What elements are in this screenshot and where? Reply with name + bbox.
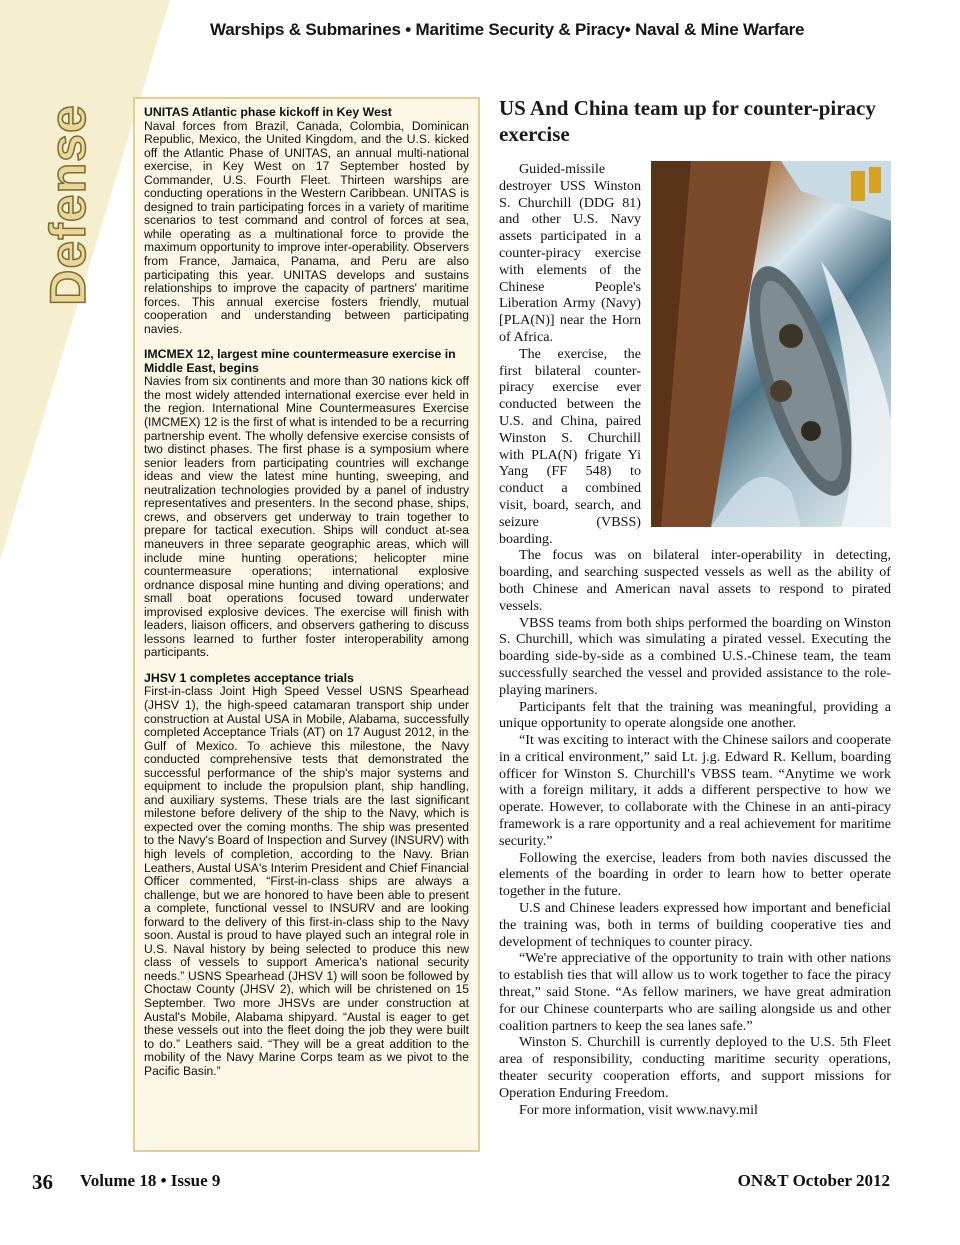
sidebar-item-body: Naval forces from Brazil, Canada, Colombia, Dominican Republic, Mexico, the United Kingdom, and the U.S. kicked off the Atlantic Phase of UNITAS, an annual multi-national exercise, in Key West on 17 September hosted by Commander, U.S. Fourth Fleet. Thirteen warships are conducting operations in the Western Caribbean. UNITAS is designed to train participating forces in a variety of maritime scenarios to test command and control of forces at sea, while operating as a multinational force to provide the maximum opportunity to improve inter-operability. Observers from France, Jamaica, Panama, and Peru are also participating this year. UNITAS develops and sustains relationships to improve the capacity of partners' maritime forces. This annual exercise fosters friendly, mutual cooperation and understanding between participating navies. xyxy=(144,118,469,336)
sidebar-item-title: JHSV 1 completes acceptance trials xyxy=(144,670,354,685)
article-photo xyxy=(651,161,891,527)
sidebar-item-body: Navies from six continents and more than 30 nations kick off the most widely attended international exercise ever held in the region. International Mine Countermeasures Exercise (IMCMEX) 12 is the first of what is intended to be a recurring partnership event. The wholly defensive exercise consists of two distinct phases. The first phase is a symposium where senior leaders from participating countries will exchange ideas and view the latest mine hunting, sweeping, and neutralization technologies provided by a panel of industry representatives and presenters. In the second phase, ships, crews, and observers get underway to train together to prepare for tactical execution. Ships will conduct at-sea maneuvers in three separate geographic areas, which will include mine hunting operations; helicopter mine countermeasure operations; international explosive ordnance disposal mine hunting and diving operations; and small boat operations focused toward underwater improvised explosive devices. The exercise will finish with leaders, liaison officers, and observers gathering to discuss lessons learned to further foster interoperability among participants. xyxy=(144,374,469,660)
main-article xyxy=(499,95,891,1118)
article-paragraph: “It was exciting to interact with the Chinese sailors and cooperate in a critical environment,” said Lt. j.g. Edward R. Kellum, boarding officer for Winston S. Churchill's VBSS team. “Anytime we work with a foreign military, it adds a different perspective to how we operate. However, to collaborate with the Chinese in an anti-piracy framework is a rare opportunity and a real achievement for maritime security.” xyxy=(499,732,891,849)
sidebar-item-body: First-in-class Joint High Speed Vessel USNS Spearhead (JHSV 1), the high-speed catamaran transport ship under construction at Austal USA in Mobile, Alabama, successfully completed Acceptance Trials (AT) on 17 August 2012, in the Gulf of Mexico. To achieve this milestone, the Navy conducted comprehensive tests that demonstrated the successful performance of the ship's major systems and equipment to include the propulsion plant, ship handling, and auxiliary systems. These trials are the last significant milestone before delivery of the ship to the Navy, which is expected over the coming months. The ship was presented to the Navy's Board of Inspection and Survey (INSURV) with high levels of completion, according to the Navy. Brian Leathers, Austal USA's Interim President and Chief Financial Officer commented, “First-in-class ships are always a challenge, but we are honored to have been able to present a complete, functional vessel to INSURV and are looking forward to the delivery of this first-in-class ship to the Navy soon. Austal is proud to have played such an integral role in U.S. Naval history by being selected to produce this new class of vessels to support America's national security needs.” USNS Spearhead (JHSV 1) will soon be followed by Choctaw County (JHSV 2), which will be christened on 15 September. Two more JHSVs are under construction at Austal's Mobile, Alabama shipyard. “Austal is eager to get these vessels out into the fleet doing the job they were built to do.” Leathers said. “They will be a great addition to the mobility of the Navy Marine Corps team as we pivot to the Pacific Basin.” xyxy=(144,684,469,1078)
vbss-boat-photo-illustration xyxy=(651,161,891,527)
category-header: Warships & Submarines • Maritime Security & Piracy• Naval & Mine Warfare xyxy=(210,20,805,39)
publication-date: ON&T October 2012 xyxy=(737,1171,890,1190)
sidebar-item-title: UNITAS Atlantic phase kickoff in Key West xyxy=(144,105,392,119)
sidebar-item-title: IMCMEX 12, largest mine countermeasure exercise in Middle East, begins xyxy=(144,347,456,375)
section-label-text: Defense xyxy=(40,104,96,306)
article-paragraph: For more information, visit www.navy.mil xyxy=(519,1101,758,1118)
page-number: 36 xyxy=(32,1170,53,1194)
volume-issue: Volume 18 • Issue 9 xyxy=(80,1171,221,1190)
article-paragraph: U.S and Chinese leaders expressed how important and beneficial the training was, both in terms of building cooperative ties and development of techniques to counter piracy. xyxy=(499,900,891,950)
article-paragraph: The focus was on bilateral inter-operability in detecting, boarding, and searching suspected vessels as well as the ability of both Chinese and American naval assets to respond to pirated vessels. xyxy=(499,547,891,614)
article-paragraph: VBSS teams from both ships performed the boarding on Winston S. Churchill, which was simulating a pirated vessel. Executing the boarding side-by-side as a combined U.S.-Chinese team, the team successfully searched the vessel and provided assistance to the role-playing mariners. xyxy=(499,614,891,698)
article-paragraph: Winston S. Churchill is currently deployed to the U.S. 5th Fleet area of responsibility, conducting maritime security operations, theater security cooperation efforts, and support missions for Operation Enduring Freedom. xyxy=(499,1034,891,1101)
article-title: US And China team up for counter-piracy exercise xyxy=(499,96,876,146)
section-label xyxy=(38,105,98,305)
news-sidebar xyxy=(133,97,480,1152)
article-paragraph: Participants felt that the training was meaningful, providing a unique opportunity to operate alongside one another. xyxy=(499,698,891,732)
article-body xyxy=(499,161,891,1118)
article-paragraph: “We're appreciative of the opportunity to train with other nations to establish ties that will allow us to work together to face the piracy threat,” said Stone. “As fellow mariners, we have great admiration for our Chinese counterparts who are sailing alongside us and other coalition partners to keep the sea lanes safe.” xyxy=(499,950,891,1034)
article-paragraph: Guided-missile destroyer USS Winston S. Churchill (DDG 81) and other U.S. Navy assets participated in a counter-piracy exercise with elements of the Chinese People's Liberation Army (Navy) [PLA(N)] near the Horn of Africa. xyxy=(499,161,641,345)
article-paragraph: Following the exercise, leaders from both navies discussed the elements of the boarding in order to learn how to better operate together in the future. xyxy=(499,849,891,900)
article-paragraph: The exercise, the first bilateral counter-piracy exercise ever conducted between the U.S. and China, paired Winston S. Churchill with PLA(N) frigate Yi Yang (FF 548) to conduct a combined visit, board, search, and seizure (VBSS) boarding. xyxy=(499,345,641,547)
